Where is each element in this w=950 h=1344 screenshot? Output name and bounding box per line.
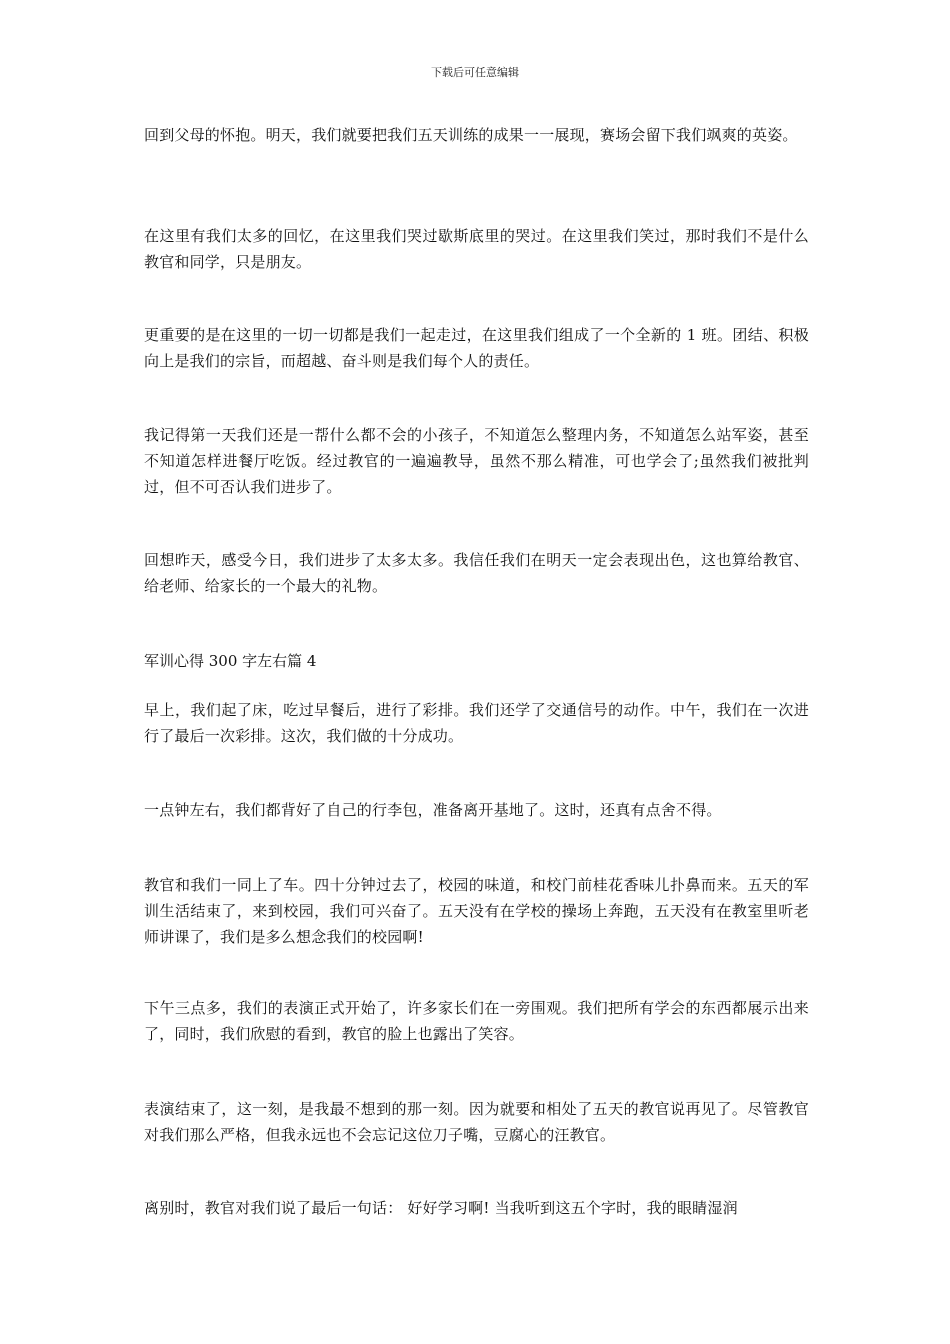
paragraph-9: 下午三点多，我们的表演正式开始了，许多家长们在一旁围观。我们把所有学会的东西都展示出来了，同时，我们欣慰的看到，教官的脸上也露出了笑容。: [144, 999, 809, 1043]
paragraph-5: 回想昨天，感受今日，我们进步了太多太多。我信任我们在明天一定会表现出色，这也算给教官、给老师、给家长的一个最大的礼物。: [144, 551, 809, 595]
paragraph-7: 一点钟左右，我们都背好了自己的行李包，准备离开基地了。这时，还真有点舍不得。: [144, 801, 722, 819]
paragraph-11: 离别时，教官对我们说了最后一句话： 好好学习啊! 当我听到这五个字时，我的眼睛湿润: [144, 1199, 738, 1217]
paragraph-3: 更重要的是在这里的一切一切都是我们一起走过，在这里我们组成了一个全新的 1 班。团结、积极向上是我们的宗旨，而超越、奋斗则是我们每个人的责任。: [144, 326, 809, 370]
paragraph-2: 在这里有我们太多的回忆，在这里我们哭过歇斯底里的哭过。在这里我们笑过，那时我们不是什么教官和同学，只是朋友。: [144, 227, 809, 271]
paragraph-1: 回到父母的怀抱。明天，我们就要把我们五天训练的成果一一展现，赛场会留下我们飒爽的英姿。: [144, 126, 798, 144]
section-heading: 军训心得 300 字左右篇 4: [144, 652, 317, 670]
paragraph-8: 教官和我们一同上了车。四十分钟过去了，校园的味道，和校门前桂花香味儿扑鼻而来。五天的军训生活结束了，来到校园，我们可兴奋了。五天没有在学校的操场上奔跑，五天没有在教室里听老师讲课了，我们是多么想念我们的校园啊!: [144, 876, 809, 946]
paragraph-6: 早上，我们起了床，吃过早餐后，进行了彩排。我们还学了交通信号的动作。中午，我们在一次进行了最后一次彩排。这次，我们做的十分成功。: [144, 701, 809, 745]
paragraph-4: 我记得第一天我们还是一帮什么都不会的小孩子，不知道怎么整理内务，不知道怎么站军姿，甚至不知道怎样进餐厅吃饭。经过教官的一遍遍教导，虽然不那么精准，可也学会了;虽然我们被批判过，但不可否认我们进步了。: [144, 426, 809, 496]
paragraph-10: 表演结束了，这一刻，是我最不想到的那一刻。因为就要和相处了五天的教官说再见了。尽管教官对我们那么严格，但我永远也不会忘记这位刀子嘴，豆腐心的汪教官。: [144, 1100, 809, 1144]
page-header: 下载后可任意编辑: [431, 66, 519, 79]
